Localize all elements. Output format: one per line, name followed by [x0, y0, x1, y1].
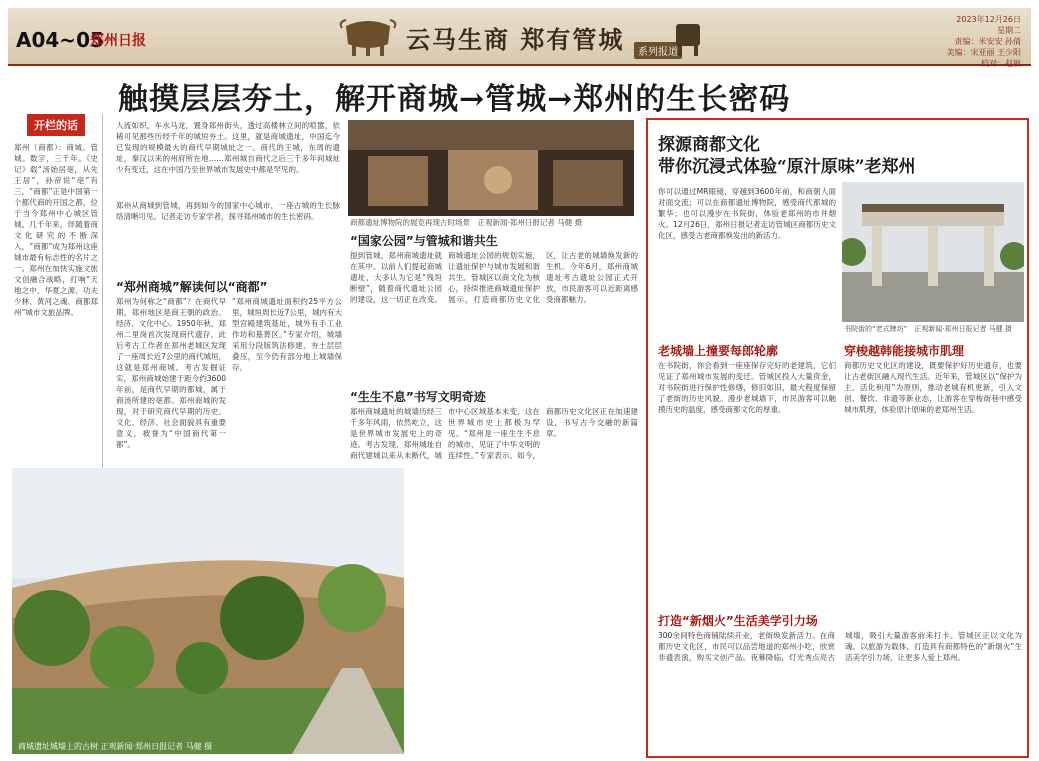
page-number: A04~05 — [16, 28, 104, 52]
feature-sub-b: 穿梭越韩能接城市肌理 — [844, 344, 965, 358]
article-paragraph: 郑州从商城到管城，再到如今的国家中心城市，一座古城的生长脉络清晰可见。记者走访专家学者，探寻郑州城市的生长密码。 — [116, 201, 340, 221]
feature-title-line2: 带你沉浸式体验“原汁原味”老郑州 — [658, 157, 916, 177]
subheading-national-park: “国家公园”与管城和谐共生 — [350, 234, 498, 248]
feature-sub-a: 老城墙上撞要每郎轮廓 — [658, 344, 779, 358]
bronze-ding-icon — [338, 14, 398, 58]
feature-body-c: 300余间特色商铺陆续开业，老街焕发新活力。在商都历史文化区，市民可以品尝地道的郑州小吃，欣赏非遗表演，购买文创产品。夜幕降临，灯光秀点亮古城墙，吸引大量游客前来打卡。管城区正以文化为魂、以旅游为载体，打造具有商都特色的“新烟火”生活美学引力场，让更多人爱上郑州。 — [658, 631, 1022, 662]
main-headline: 触摸层层夯土，解开商城→管城→郑州的生长密码 — [118, 82, 791, 117]
feature-title-line1: 探源商都文化 — [658, 135, 760, 155]
photo3-caption: 书院街的“老式牌坊” 正观新闻·郑州日报记者 马健 摄 — [844, 325, 1012, 333]
section1-body-b: “郑州商城遗址面积约25平方公里，城垣周长近7公里，城内有大型宫殿建筑基址，城外有手工业作坊和墓葬区。”专家介绍，城墙采用分段版筑法修建，夯土层层叠压，至今仍有部分地上城墙保存。 — [232, 297, 342, 372]
museum-photo — [348, 120, 634, 216]
column-text: 郑州（商都）：商城、管城。数字，三千年。《史记》载“汤始居亳，从先王居”，孙帝说“亳”有三，“商都”正是中国第一个都代商的开国之都，位于当今郑州中心城区管城。几千年来，伴随着商文化研究的不断深入，“商都”成为郑州这座城市最有标志性的名片之一。郑州在加快实施文旅文创融合战略，打响“天地之中、华夏之源、功夫少林、黄河之魂、商都郑州”城市文旅品牌。 — [14, 143, 98, 317]
subheading-shangdu: “郑州商城”解读何以“商都” — [116, 280, 268, 294]
article-intro: 人流如织，车水马龙，置身郑州街头，透过高楼林立间的喧嚣，依稀可见那些历经千年的城垣夯土。这里，就是商城遗址，中国迄今已发现的规模最大的商代早期城址之一。商代的王城，东周的遗址，秦汉以来的州府所在地……郑州城自商代之后三千多年间城址少有变迁，这在中国乃至世界城市发展史中都是罕见的。 — [116, 121, 340, 174]
feature-sub-c: 打造“新烟火”生活美学引力场 — [658, 614, 818, 628]
archway-photo — [842, 182, 1024, 322]
photo1-caption: 商都遗址博物院的展览再现古时场景 正观新闻·郑州日报记者 马健 摄 — [350, 218, 583, 227]
city-wall-photo — [12, 468, 404, 754]
feature-body-b: 商都历史文化区的建设，既要保护好历史遗存，也要让古老街区融入现代生活。近年来，管城区以“保护为主、活化利用”为原则，推动老城有机更新，引入文创、餐饮、非遗等新业态，让游客在穿梭街巷中感受城市肌理，体验原汁原味的老郑州生活。 — [844, 361, 1022, 414]
photo2-caption: 商城遗址城墙上的古树 正观新闻·郑州日报记者 马健 摄 — [18, 742, 213, 751]
feature-body-a: 在书院街，你会看到一座座保存完好的老建筑，它们见证了郑州城市发展的变迁。管城区投入大量资金，对书院街进行保护性修缮，修旧如旧，最大程度保留了老街的历史风貌。漫步老城墙下，市民游客可以触摸历史的温度，感受商都文化的厚重。 — [658, 361, 836, 414]
series-badge: 系列报道 — [634, 42, 682, 59]
issue-info: 2023年12月26日 星期二 责编：米安安 孙倩 美编：宋亚丽 王少阳 校对：赵敏 — [946, 15, 1021, 68]
page-header — [8, 8, 1031, 66]
bronze-vessel-icon — [668, 18, 708, 58]
newspaper-logo: 郑州日报 — [90, 33, 146, 49]
feature-title — [658, 134, 916, 178]
series-title: 云马生商 郑有管城 — [406, 25, 625, 54]
subheading-endless-life: “生生不息”书写文明奇迹 — [350, 390, 486, 404]
section3-body: 郑州商城遗址的城墙历经三千多年风雨，依然屹立，这是世界城市发展史上的奇迹。考古发现，郑州城址自商代建城以来从未断代，城市中心区域基本未变，这在世界城市史上都极为罕见。“郑州是一座生生不息的城市，见证了中华文明的连续性。”专家表示。如今，商都历史文化区正在加速建设，书写古今交融的新篇章。 — [350, 407, 638, 460]
section1-body: 郑州为何称之“商都”？在商代早期，郑州地区是商王朝的政治、经济、文化中心。1950年秋，郑州二里岗首次发现商代遗存，此后考古工作者在郑州老城区发现了一座周长近7公里的商代城垣，这就是郑州商城。考古发掘证实，郑州商城始建于距今约3600年前，是商代早期的都城，属于商汤所建的亳都。郑州商城的发现，对于研究商代早期的历史、文化、经济、社会面貌具有重要意义，被誉为“中国商代第一都”。 — [116, 297, 226, 449]
feature-box — [646, 118, 1029, 758]
feature-intro: 你可以通过MR眼镜，穿越到3600年前，和商朝人面对面交流；可以在商都遗址博物院，感受商代都城的繁华；也可以漫步在书院街，体验老郑州的市井烟火。12月26日，郑州日报记者走访管城区商都历史文化区，感受古老商都焕发出的新活力。 — [658, 187, 836, 240]
column-tag: 开栏的话 — [27, 114, 85, 136]
section2-body: 提到管城，郑州商城遗址就在其中。以前人们提起商城遗址，大多认为它是“残垣断壁”，随着商代遗址公园的建设，这一切正在改变。商城遗址公园的规划实施，让遗址保护与城市发展和谐共生。管城区以商文化为核心，持续推进商城遗址保护展示，打造商都历史文化区，让古老的城墙焕发新的生机。今年6月，郑州商城遗址考古遗址公园正式开放，市民游客可以近距离感受商都魅力。 — [350, 251, 638, 304]
